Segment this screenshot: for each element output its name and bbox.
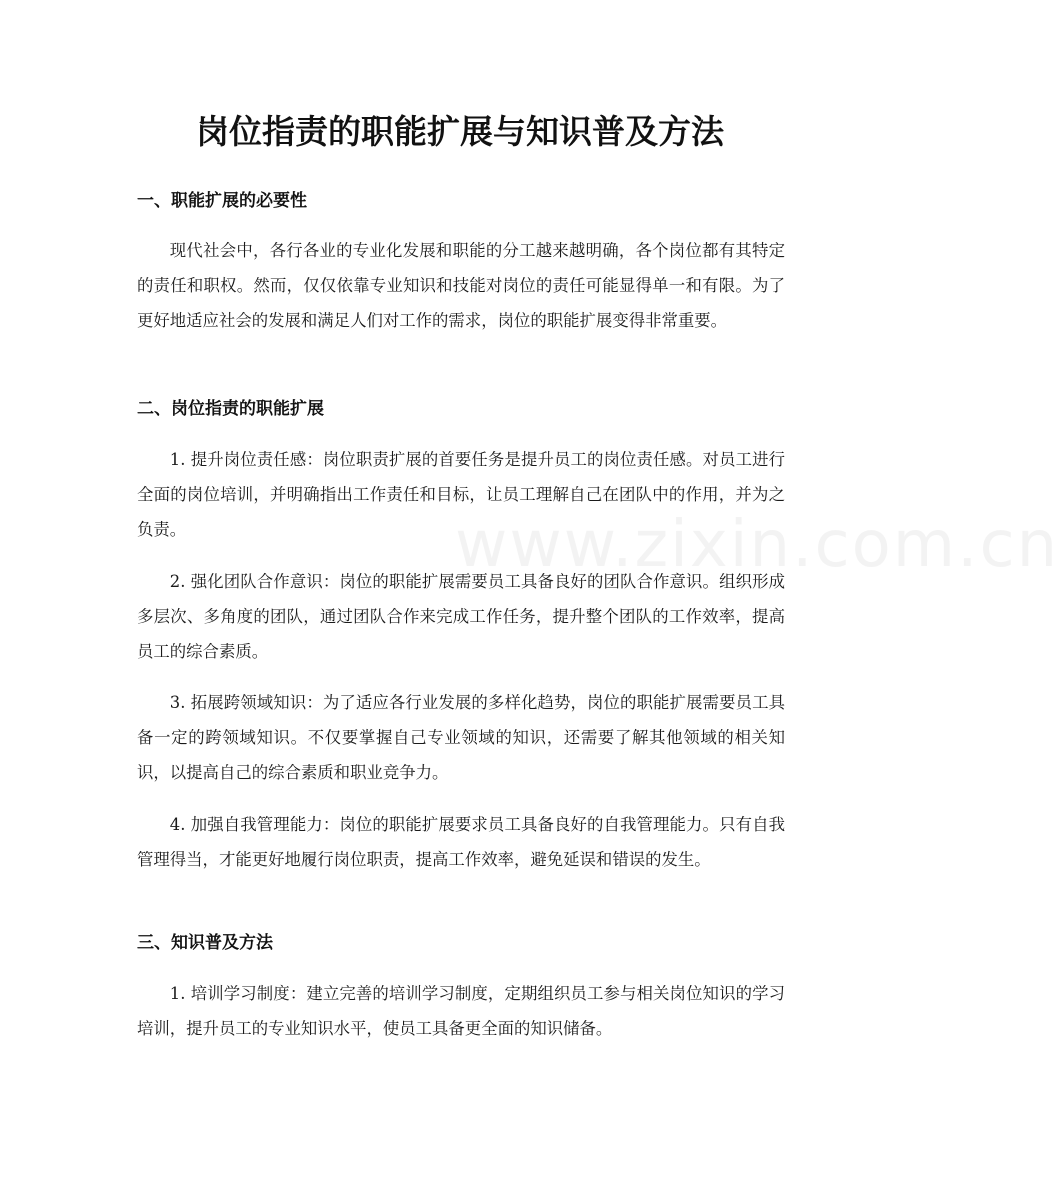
paragraph-responsibility: 1. 提升岗位责任感：岗位职责扩展的首要任务是提升员工的岗位责任感。对员工进行全面的岗位培训，并明确指出工作责任和目标，让员工理解自己在团队中的作用，并为之负责。 <box>137 450 785 539</box>
paragraph-training: 1. 培训学习制度：建立完善的培训学习制度，定期组织员工参与相关岗位知识的学习培训，提升员工的专业知识水平，使员工具备更全面的知识储备。 <box>137 984 785 1038</box>
watermark: www.zixin.com.cn <box>455 508 1059 582</box>
document-title: 岗位指责的职能扩展与知识普及方法 <box>196 112 724 151</box>
section-heading-necessity: 一、职能扩展的必要性 <box>137 191 307 211</box>
section-heading-knowledge-methods: 三、知识普及方法 <box>137 933 273 953</box>
paragraph-self-management: 4. 加强自我管理能力：岗位的职能扩展要求员工具备良好的自我管理能力。只有自我管理得当，才能更好地履行岗位职责，提高工作效率，避免延误和错误的发生。 <box>137 815 785 869</box>
paragraph-necessity: 现代社会中，各行各业的专业化发展和职能的分工越来越明确，各个岗位都有其特定的责任和职权。然而，仅仅依靠专业知识和技能对岗位的责任可能显得单一和有限。为了更好地适应社会的发展和满足人们对工作的需求，岗位的职能扩展变得非常重要。 <box>137 241 785 330</box>
section-heading-duty-expansion: 二、岗位指责的职能扩展 <box>137 399 324 419</box>
paragraph-teamwork: 2. 强化团队合作意识：岗位的职能扩展需要员工具备良好的团队合作意识。组织形成多层次、多角度的团队，通过团队合作来完成工作任务，提升整个团队的工作效率，提高员工的综合素质。 <box>137 572 785 661</box>
paragraph-cross-domain: 3. 拓展跨领域知识：为了适应各行业发展的多样化趋势，岗位的职能扩展需要员工具备一定的跨领域知识。不仅要掌握自己专业领域的知识，还需要了解其他领域的相关知识，以提高自己的综合素质和职业竞争力。 <box>137 693 785 782</box>
